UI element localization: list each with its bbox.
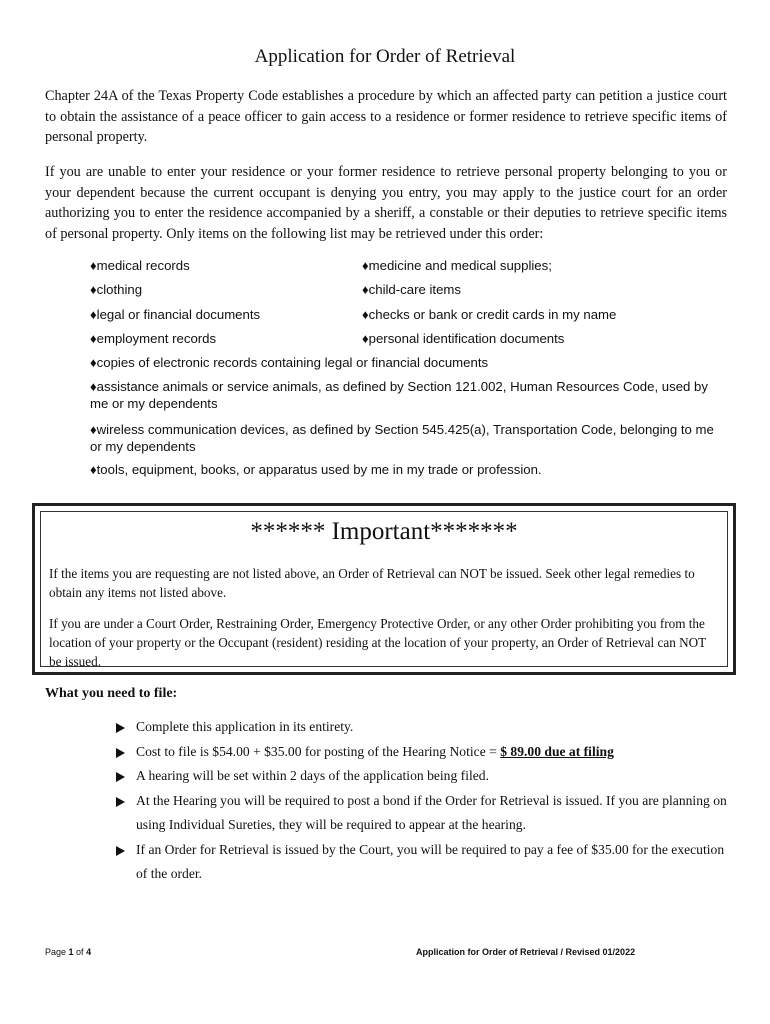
important-paragraph-1: If the items you are requesting are not listed above, an Order of Retrieval can NOT be issued. Seek other legal remedies to obtain any items not listed above. <box>49 566 695 600</box>
list-item: ♦medicine and medical supplies; <box>362 258 552 273</box>
intro-paragraph-1: Chapter 24A of the Texas Property Code establishes a procedure by which an affected party can petition a justice court to obtain the assistance of a peace officer to gain access to a residence or former residence to retrieve specific items of personal property. <box>45 88 727 145</box>
fee-total: $ 89.00 due at filing <box>500 744 614 759</box>
diamond-bullet-icon: ♦ <box>90 355 97 370</box>
diamond-bullet-icon: ♦ <box>90 462 97 477</box>
triangle-bullet-icon <box>116 748 125 758</box>
page-title: Application for Order of Retrieval <box>254 46 516 67</box>
what-to-file-heading: What you need to file: <box>45 686 178 701</box>
diamond-bullet-icon: ♦ <box>90 307 97 322</box>
list-item: ♦tools, equipment, books, or apparatus used by me in my trade or profession. <box>90 462 542 477</box>
diamond-bullet-icon: ♦ <box>362 258 369 273</box>
diamond-bullet-icon: ♦ <box>362 307 369 322</box>
important-paragraph-2: If you are under a Court Order, Restraining Order, Emergency Protective Order, or any other Order prohibiting you from the location of your property or the Occupant (resident) residing at the location of your property, an Order of Retrieval can NOT be issued. <box>49 616 706 669</box>
list-item: ♦assistance animals or service animals, as defined by Section 121.002, Human Resources Code, used by me or my dependents <box>90 379 708 411</box>
list-item: ♦clothing <box>90 282 143 297</box>
triangle-bullet-icon <box>116 846 125 856</box>
list-item: ♦legal or financial documents <box>90 307 261 322</box>
list-item: ♦wireless communication devices, as defined by Section 545.425(a), Transportation Code, belonging to me or my dependents <box>90 422 714 454</box>
important-notice-inner-border <box>40 511 728 667</box>
list-item: ♦medical records <box>90 258 190 273</box>
triangle-bullet-icon <box>116 772 125 782</box>
diamond-bullet-icon: ♦ <box>362 331 369 346</box>
diamond-bullet-icon: ♦ <box>90 282 97 297</box>
diamond-bullet-icon: ♦ <box>90 422 97 437</box>
intro-paragraph-2: If you are unable to enter your residence or your former residence to retrieve personal property belonging to you or your dependent because the current occupant is denying you entry, you may apply to the justice court for an order authorizing you to enter the residence accompanied by a sheriff, a constable or their deputies to retrieve specific items of personal property. Only items on the following list may be retrieved under this order: <box>45 164 727 242</box>
list-item: ♦child-care items <box>362 282 461 297</box>
list-item: ♦checks or bank or credit cards in my name <box>362 307 617 322</box>
triangle-bullet-icon <box>116 723 125 733</box>
list-item: ♦personal identification documents <box>362 331 565 346</box>
footer-form-revision: Application for Order of Retrieval / Revised 01/2022 <box>416 947 636 957</box>
diamond-bullet-icon: ♦ <box>362 282 369 297</box>
triangle-bullet-icon <box>116 797 125 807</box>
list-item: ♦copies of electronic records containing legal or financial documents <box>90 355 489 370</box>
page-number: Page 1 of 4 <box>45 947 92 957</box>
diamond-bullet-icon: ♦ <box>90 331 97 346</box>
important-heading: ****** Important******* <box>250 518 518 545</box>
diamond-bullet-icon: ♦ <box>90 258 97 273</box>
list-item: ♦employment records <box>90 331 217 346</box>
diamond-bullet-icon: ♦ <box>90 379 97 394</box>
important-notice-box <box>32 503 736 675</box>
